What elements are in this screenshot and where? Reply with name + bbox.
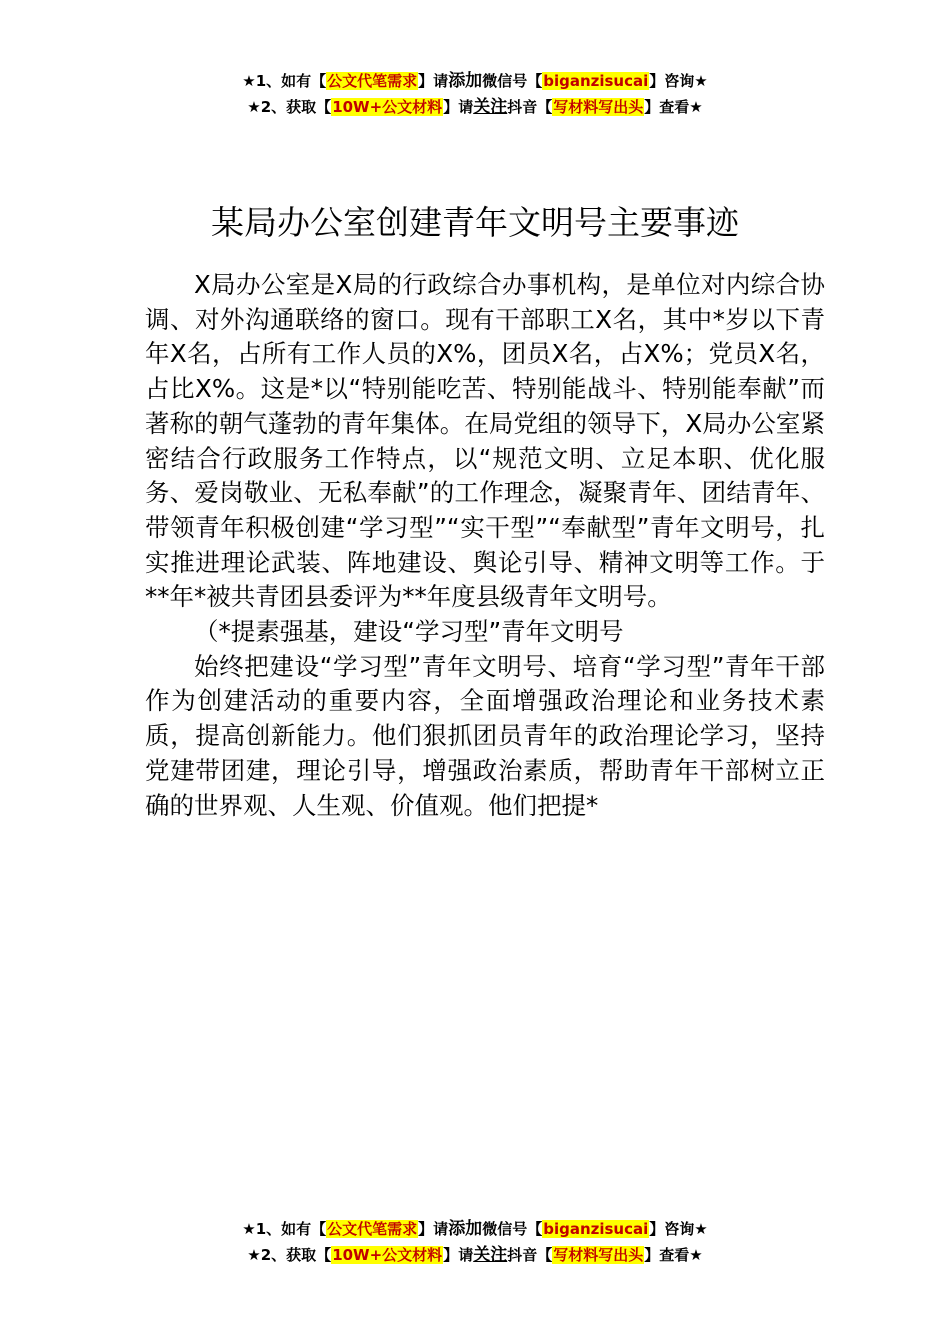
banner-text: 】咨询★ — [649, 72, 708, 90]
banner-highlight: 写材料写出头 — [553, 1246, 644, 1264]
document-title: 某局办公室创建青年文明号主要事迹 — [211, 203, 739, 243]
banner-text: 】请 — [418, 1220, 449, 1238]
banner-highlight: 公文代笔需求 — [327, 72, 418, 90]
banner-highlight: 10W+公文材料 — [332, 1246, 443, 1264]
banner-emphasis: 关注 — [473, 97, 508, 117]
section-heading: （*提素强基，建设“学习型”青年文明号 — [194, 617, 624, 647]
banner-text: 】查看★ — [644, 1246, 703, 1264]
body-paragraph: 始终把建设“学习型”青年文明号、培育“学习型”青年干部作为创建活动的重要内容，全面增强政治理论和业务技术素质，提高创新能力。他们狠抓团员青年的政治理论学习，坚持党建带团建，理论引导，增强政治素质，帮助青年干部树立正确的世界观、人生观、价值观。他们把提* — [145, 651, 825, 820]
banner-highlight: biganzisucai — [543, 72, 649, 90]
banner-text: ★1、如有【 — [242, 1220, 327, 1238]
banner-emphasis: 添加 — [448, 1219, 483, 1239]
banner-highlight: biganzisucai — [543, 1220, 649, 1238]
body-paragraph: X局办公室是X局的行政综合办事机构，是单位对内综合协调、对外沟通联络的窗口。现有干部职工X名，其中*岁以下青年X名，占所有工作人员的X%，团员X名，占X%；党员X名，占比X%。这是*以“特别能吃苦、特别能战斗、特别能奉献”而著称的朝气蓬勃的青年集体。在局党组的领导下，X局办公室紧密结合行政服务工作特点，以“规范文明、立足本职、优化服务、爱岗敬业、无私奉献”的工作理念，凝聚青年、团结青年、带领青年积极创建“学习型”“实干型”“奉献型”青年文明号，扎实推进理论武装、阵地建设、舆论引导、精神文明等工作。于**年*被共青团县委评为**年度县级青年文明号。 — [145, 270, 825, 612]
banner-text: ★2、获取【 — [247, 98, 332, 116]
banner-text: 微信号【 — [482, 72, 543, 90]
banner-emphasis: 添加 — [448, 71, 483, 91]
banner-text: 】请 — [443, 1246, 474, 1264]
banner-text: 抖音【 — [507, 1246, 553, 1264]
banner-line-2 — [0, 1242, 950, 1268]
banner-highlight: 公文代笔需求 — [327, 1220, 418, 1238]
banner-text: 微信号【 — [482, 1220, 543, 1238]
banner-text: ★1、如有【 — [242, 72, 327, 90]
banner-text: 】请 — [443, 98, 474, 116]
header-banner — [0, 68, 950, 120]
banner-line-2 — [0, 94, 950, 120]
banner-text: 抖音【 — [507, 98, 553, 116]
banner-text: 】咨询★ — [649, 1220, 708, 1238]
banner-text: ★2、获取【 — [247, 1246, 332, 1264]
banner-text: 】请 — [418, 72, 449, 90]
banner-highlight: 10W+公文材料 — [332, 98, 443, 116]
footer-banner — [0, 1216, 950, 1268]
banner-emphasis: 关注 — [473, 1245, 508, 1265]
banner-line-1 — [0, 68, 950, 94]
document-body — [145, 268, 825, 823]
banner-line-1 — [0, 1216, 950, 1242]
banner-text: 】查看★ — [644, 98, 703, 116]
banner-highlight: 写材料写出头 — [553, 98, 644, 116]
